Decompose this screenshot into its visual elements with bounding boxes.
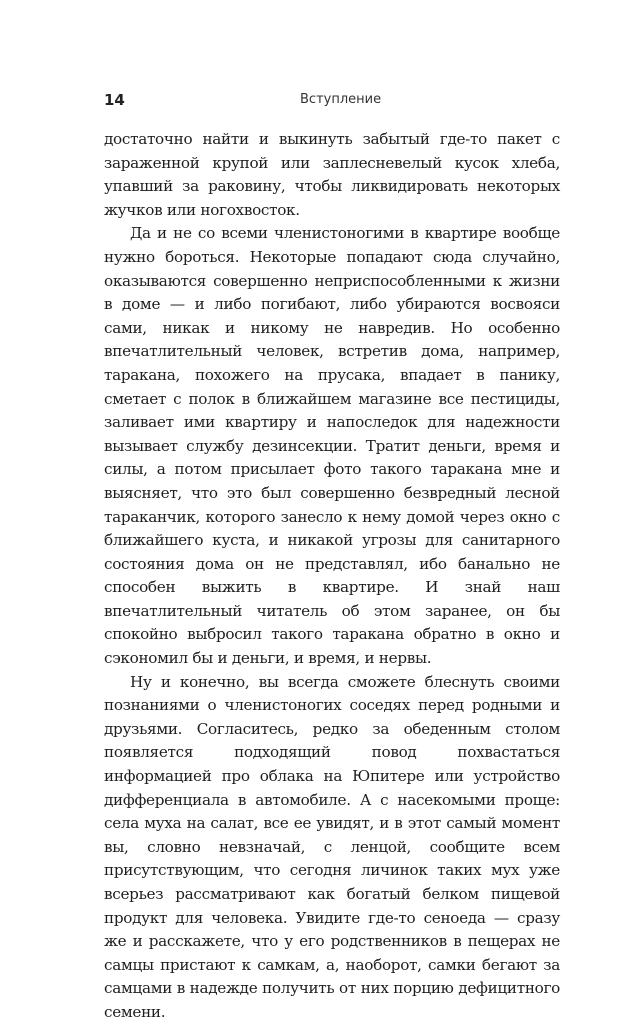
body-text — [104, 128, 560, 1025]
page-number: 14 — [104, 91, 125, 109]
paragraph-arthropods: Да и не со всеми членистоногими в квартире вообще нужно бороться. Некоторые попадают сюда случайно, оказываются совершенно неприспособленными к жизни в доме — и либо погибают, либо убираются восвояси сами, никак и никому не навредив. Но особенно впечатлительный человек, встретив дома, например, таракана, похожего на прусака, впадает в панику, сметает с полок в ближайшем магазине все пестициды, заливает ими квартиру и напоследок для надежности вызывает службу дезинсекции. Тратит деньги, время и силы, а потом присылает фото такого таракана мне и выясняет, что это был совершенно безвредный лесной тараканчик, которого занесло к нему домой через окно с ближайшего куста, и никакой угрозы для санитарного состояния дома он не представлял, ибо банально не способен выжить в квартире. И знай наш впечатлительный читатель об этом заранее, он бы спокойно выбросил такого таракана обратно в окно и сэкономил бы и деньги, и время, и нервы. — [104, 224, 560, 668]
page-header — [104, 91, 540, 113]
running-title: Вступление — [300, 92, 382, 107]
paragraph-continuation: достаточно найти и выкинуть забытый где-то пакет с зараженной крупой или заплесневелый кусок хлеба, упавший за раковину, чтобы ликвидировать некоторых жучков или ногохвосток. — [104, 130, 560, 219]
paragraph-conversation: Ну и конечно, вы всегда сможете блеснуть своими познаниями о членистоногих соседях перед родными и друзьями. Согласитесь, редко за обеденным столом появляется подходящий повод похвастаться информацией про облака на Юпитере или устройство дифференциала в автомобиле. А с насекомыми проще: села муха на салат, все ее увидят, и в этот самый момент вы, словно невзначай, с ленцой, сообщите всем присутствующим, что сегодня личинок таких мух уже всерьез рассматривают как богатый белком пищевой продукт для человека. Увидите где-то сеноеда — сразу же и расскажете, что у его родственников в пещерах не самцы пристают к самкам, а, наоборот, самки бегают за самцами в надежде получить от них порцию дефицитного семени. — [104, 672, 560, 1021]
